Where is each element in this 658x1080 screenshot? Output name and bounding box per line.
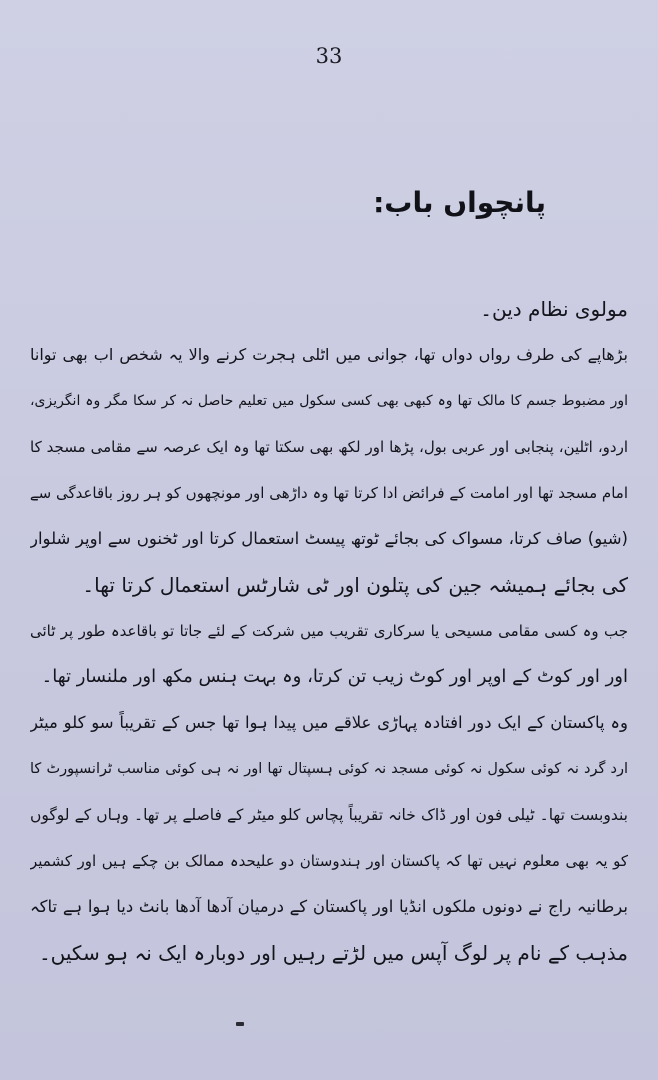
text-line: کی بجائے ہمیشہ جین کی پتلون اور ٹی شارٹس استعمال کرتا تھا۔ [82,573,628,597]
text-line: اور مضبوط جسم کا مالک تھا وہ کبھی بھی کسی سکول میں تعلیم حاصل نہ کر سکا مگر وہ انگریزی، [30,393,628,409]
text-line: اردو، اٹلین، پنجابی اور عربی بول، پڑھا اور لکھ بھی سکتا تھا وہ ایک عرصہ سے مقامی مسجد کا [30,438,628,456]
text-line: بندوبست تھا۔ ٹیلی فون اور ڈاک خانہ تقریباً پچاس کلو میٹر کے فاصلے پر تھا۔ وہاں کے لوگوں [30,806,628,824]
text-line: مذہب کے نام پر لوگ آپس میں لڑتے رہیں اور دوبارہ ایک نہ ہو سکیں۔ [38,941,628,965]
chapter-title: پانچواں باب: [373,186,546,219]
page-number: 33 [315,44,343,68]
text-line: اور اور کوٹ کے اوپر اور کوٹ زیب تن کرتا، وہ بہت ہنس مکھ اور ملنسار تھا۔ [41,666,628,687]
text-line: برطانیہ راج نے دونوں ملکوں انڈیا اور پاکستان کے درمیان آدھا آدھا بانٹ دیا ہوا ہے تاکہ [30,897,628,916]
print-mark [236,1022,244,1026]
text-line: (شیو) صاف کرتا، مسواک کی بجائے ٹوتھ پیسٹ استعمال کرتا اور ٹخنوں سے اوپر شلوار [30,529,628,548]
text-line: ارد گرد نہ کوئی سکول نہ کوئی مسجد نہ کوئی ہسپتال تھا اور نہ ہی کوئی مناسب ٹرانسپورٹ کا [30,761,628,777]
text-line: امام مسجد تھا اور امامت کے فرائض ادا کرتا تھا وہ داڑھی اور مونچھوں کو ہر روز باقاعدگی سے [30,484,628,502]
text-line: جب وہ کسی مقامی مسیحی یا سرکاری تقریب میں شرکت کے لئے جاتا تو باقاعدہ طور پر ٹائی [30,622,628,640]
text-line: بڑھاپے کی طرف رواں دواں تھا، جوانی میں اٹلی ہجرت کرنے والا یہ شخص اب بھی توانا [30,345,628,364]
text-line: وہ پاکستان کے ایک دور افتادہ پہاڑی علاقے میں پیدا ہوا تھا جس کے تقریباً سو کلو میٹر [30,713,628,732]
text-line: کو یہ بھی معلوم نہیں تھا کہ پاکستان اور ہندوستان دو علیحدہ ممالک بن چکے ہیں اور کشمیر [30,852,628,870]
body-text [30,286,628,976]
text-line: مولوی نظام دین۔ [480,297,628,321]
